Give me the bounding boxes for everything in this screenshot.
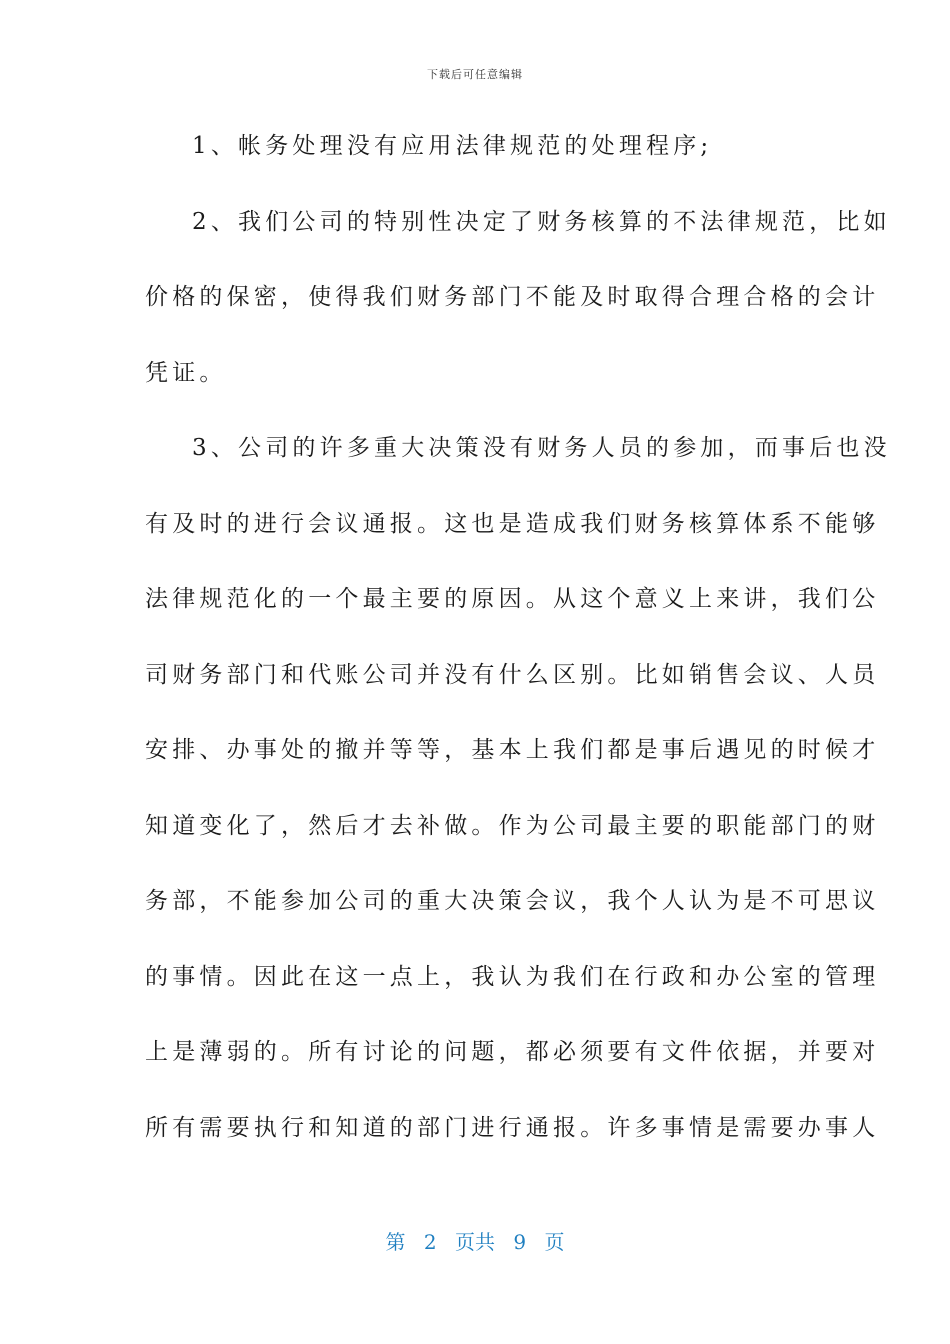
paragraph-line: 有及时的进行会议通报。这也是造成我们财务核算体系不能够 [145, 510, 880, 537]
paragraph-line: 3、公司的许多重大决策没有财务人员的参加，而事后也没 [192, 435, 891, 461]
paragraph-line: 知道变化了，然后才去补做。作为公司最主要的职能部门的财 [145, 812, 880, 839]
page-suffix: 页 [544, 1230, 565, 1254]
total-pages-number: 9 [513, 1230, 527, 1254]
paragraph-line: 1、帐务处理没有应用法律规范的处理程序; [192, 133, 713, 159]
paragraph-line: 上是薄弱的。所有讨论的问题，都必须要有文件依据，并要对 [145, 1039, 880, 1065]
header-note: 下载后可任意编辑 [427, 68, 523, 81]
page-mid: 页共 [455, 1230, 495, 1254]
document-body [145, 118, 891, 1175]
paragraph-line: 务部，不能参加公司的重大决策会议，我个人认为是不可思议 [145, 888, 880, 914]
paragraph-line: 安排、办事处的撤并等等，基本上我们都是事后遇见的时候才 [145, 737, 880, 763]
current-page-number: 2 [423, 1230, 437, 1254]
paragraph-line: 凭证。 [145, 359, 227, 386]
paragraph-line: 法律规范化的一个最主要的原因。从这个意义上来讲，我们公 [145, 586, 880, 612]
paragraph-line: 2、我们公司的特别性决定了财务核算的不法律规范，比如 [192, 208, 891, 235]
paragraph-line: 的事情。因此在这一点上，我认为我们在行政和办公室的管理 [145, 963, 880, 990]
paragraph-line: 所有需要执行和知道的部门进行通报。许多事情是需要办事人 [145, 1114, 880, 1141]
paragraph-line: 价格的保密，使得我们财务部门不能及时取得合理合格的会计 [145, 284, 880, 310]
paragraph-line: 司财务部门和代账公司并没有什么区别。比如销售会议、人员 [145, 661, 880, 688]
page-prefix: 第 [385, 1230, 406, 1254]
page-number-footer [0, 1226, 950, 1255]
